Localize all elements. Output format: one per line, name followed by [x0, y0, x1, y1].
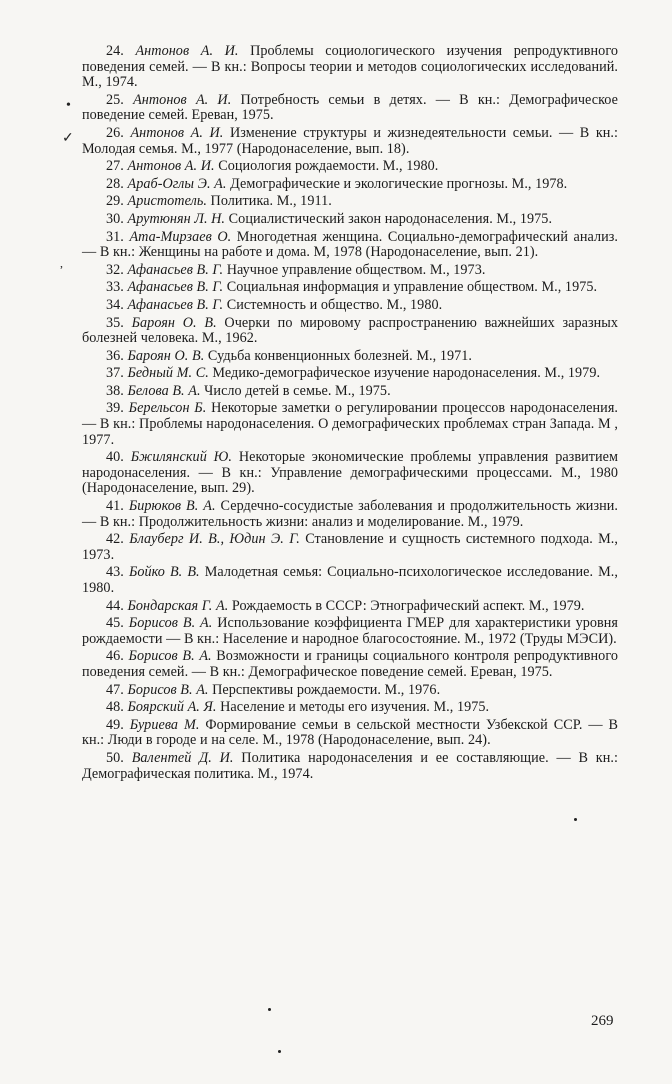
entry-text: Политика народонаселения и ее составляющие. — В кн.: Демографическая политика. М., 1974. — [82, 749, 618, 782]
entry-text: Проблемы социологического изучения репродуктивного поведения семей. — В кн.: Вопросы теории и методов социологических исследований. М., 1974. — [82, 43, 618, 91]
entry-author: Антонов А. И. — [133, 91, 232, 108]
bibliography-entry — [82, 450, 618, 497]
entry-text: Научное управление обществом. М., 1973. — [226, 261, 486, 278]
entry-number: 36. — [106, 347, 124, 364]
entry-number: 33. — [106, 279, 124, 296]
bibliography-entry — [82, 565, 618, 596]
entry-author: Бойко В. В. — [128, 564, 200, 581]
bibliography-entry — [82, 316, 618, 347]
entry-number: 27. — [106, 158, 124, 175]
bibliography-entry — [82, 349, 618, 365]
entry-text: Многодетная женщина. Социально-демографический анализ. — В кн.: Женщины на работе и дома. М, 1978 (Народонаселение, вып. 21). — [82, 228, 618, 261]
entry-author: Берельсон Б. — [128, 400, 207, 417]
entry-author: Боярский А. Я. — [127, 699, 217, 716]
entry-text: Рождаемость в СССР: Этнографический аспект. М., 1979. — [231, 597, 585, 614]
bibliography-entry — [82, 44, 618, 91]
margin-check-mark: ✓ — [62, 131, 74, 146]
margin-bullet-mark: • — [66, 98, 71, 113]
entry-number: 26. — [106, 124, 124, 141]
entry-text: Некоторые экономические проблемы управления развитием народонаселения. — В кн.: Управление демографическими процессами. М., 1980 (Народонаселение, вып. 29). — [82, 449, 618, 497]
entry-text: Социальная информация и управление обществом. М., 1975. — [226, 279, 598, 296]
entry-author: Буриева М. — [129, 716, 200, 733]
entry-author: Бедный М. С. — [127, 365, 209, 382]
entry-number: 28. — [106, 175, 124, 192]
entry-text: Становление и сущность системного подхода. М., 1973. — [82, 531, 618, 563]
entry-author: Араб-Оглы Э. А. — [127, 175, 227, 192]
entry-number: 48. — [106, 699, 124, 716]
bibliography-entry — [82, 599, 618, 615]
entry-author: Антонов А. И. — [127, 158, 215, 175]
bibliography-entry — [82, 298, 618, 314]
entry-text: Число детей в семье. М., 1975. — [204, 382, 391, 399]
entry-text: Системность и общество. М., 1980. — [226, 296, 443, 313]
entry-text: Очерки по мировому распространению важнейших заразных болезней человека. М., 1962. — [82, 314, 618, 347]
bibliography-entry — [82, 751, 618, 782]
bibliography-entry — [82, 384, 618, 400]
entry-number: 44. — [106, 597, 124, 614]
bibliography-entry — [82, 230, 618, 261]
entry-number: 49. — [106, 716, 124, 733]
bibliography-entry — [82, 126, 618, 157]
entry-number: 41. — [106, 498, 124, 515]
bibliography-entry — [82, 366, 618, 382]
bibliography-entry — [82, 718, 618, 749]
entry-author: Борисов В. А. — [128, 615, 213, 632]
entry-text: Судьба конвенционных болезней. М., 1971. — [207, 347, 472, 364]
entry-text: Социалистический закон народонаселения. М., 1975. — [228, 210, 553, 227]
bibliography-entry — [82, 499, 618, 530]
bibliography-entry — [82, 700, 618, 716]
entry-text: Возможности и границы социального контроля репродуктивного поведения семей. — В кн.: Демографическое поведение семей. Ереван, 1975. — [82, 648, 618, 680]
entry-text: Социология рождаемости. М., 1980. — [218, 158, 439, 175]
entry-number: 47. — [106, 681, 124, 698]
bibliography-entry — [82, 683, 618, 699]
bibliography-entry — [82, 263, 618, 279]
entry-text: Малодетная семья: Социально-психологическое исследование. М., 1980. — [82, 564, 618, 596]
entry-number: 39. — [106, 400, 124, 417]
entry-author: Бирюков В. А. — [128, 498, 216, 515]
entry-number: 24. — [106, 43, 124, 59]
entry-author: Белова В. А. — [127, 382, 201, 399]
entry-text: Перспективы рождаемости. М., 1976. — [212, 681, 441, 698]
entry-author: Борисов В. А. — [128, 648, 212, 665]
entry-number: 34. — [106, 296, 124, 313]
entry-text: Население и методы его изучения. М., 1975. — [220, 699, 490, 716]
bibliography-entry — [82, 532, 618, 563]
margin-speck — [278, 1050, 281, 1053]
entry-text: Изменение структуры и жизнедеятельности семьи. — В кн.: Молодая семья. М., 1977 (Народонаселение, вып. 18). — [82, 124, 618, 157]
margin-speck — [268, 1008, 271, 1011]
entry-number: 32. — [106, 261, 124, 278]
entry-author: Афанасьев В. Г. — [127, 279, 224, 296]
bibliography-entry — [82, 194, 618, 210]
entry-author: Аристотель. — [127, 193, 207, 210]
entry-number: 38. — [106, 382, 124, 399]
margin-tick-mark: , — [60, 256, 63, 270]
entry-text: Демографические и экологические прогнозы. М., 1978. — [230, 175, 568, 192]
entry-author: Афанасьев В. Г. — [127, 296, 224, 313]
entry-number: 25. — [106, 91, 124, 108]
entry-text: Медико-демографическое изучение народонаселения. М., 1979. — [212, 365, 601, 382]
entry-author: Бондарская Г. А. — [127, 597, 229, 614]
entry-author: Бароян О. В. — [131, 314, 217, 331]
entry-text: Использование коэффициента ГМЕР для характеристики уровня рождаемости — В кн.: Население и народное благосостояние. М., 1972 (Труды МЭСИ). — [82, 615, 618, 647]
entry-author: Бжилянский Ю. — [130, 449, 232, 466]
entry-author: Афанасьев В. Г. — [127, 261, 224, 278]
bibliography-entry — [82, 177, 618, 193]
bibliography-entry — [82, 212, 618, 228]
margin-speck — [574, 818, 577, 821]
bibliography-entry — [82, 93, 618, 124]
entry-number: 50. — [106, 749, 124, 766]
entry-text: Формирование семьи в сельской местности Узбекской ССР. — В кн.: Люди в городе и на селе. М., 1978 (Народонаселение, вып. 24). — [82, 716, 619, 749]
bibliography-entry — [82, 401, 618, 448]
entry-number: 40. — [106, 449, 124, 466]
page-number: 269 — [591, 1013, 614, 1029]
entry-author: Бароян О. В. — [127, 347, 205, 364]
entry-author: Антонов А. И. — [135, 43, 239, 59]
entry-author: Антонов А. И. — [130, 124, 224, 141]
entry-number: 42. — [106, 531, 124, 548]
entry-number: 30. — [106, 210, 124, 227]
bibliography-entry — [82, 616, 618, 647]
entry-number: 37. — [106, 365, 124, 382]
entry-author: Борисов В. А. — [127, 681, 209, 698]
entry-text: Политика. М., 1911. — [210, 193, 332, 210]
bibliography-entry — [82, 280, 618, 296]
bibliography-list — [82, 44, 618, 784]
entry-number: 46. — [106, 648, 124, 665]
bibliography-entry — [82, 159, 618, 175]
entry-text: Некоторые заметки о регулировании процессов народонаселения. — В кн.: Проблемы народонаселения. О демографических проблемах стран Запада. М , 1977. — [82, 400, 618, 448]
entry-number: 45. — [106, 615, 124, 632]
entry-number: 35. — [106, 314, 124, 331]
entry-number: 31. — [106, 228, 124, 245]
entry-author: Блауберг И. В., Юдин Э. Г. — [129, 531, 300, 548]
entry-author: Валентей Д. И. — [131, 749, 234, 766]
entry-author: Ата-Мирзаев О. — [129, 228, 232, 245]
entry-number: 43. — [106, 564, 124, 581]
bibliography-entry — [82, 649, 618, 680]
entry-text: Сердечно-сосудистые заболевания и продолжительность жизни. — В кн.: Продолжительность жизни: анализ и моделирование. М., 1979. — [82, 498, 618, 530]
entry-number: 29. — [106, 193, 124, 210]
entry-author: Арутюнян Л. Н. — [127, 210, 226, 227]
entry-text: Потребность семьи в детях. — В кн.: Демографическое поведение семей. Ереван, 1975. — [82, 91, 618, 124]
